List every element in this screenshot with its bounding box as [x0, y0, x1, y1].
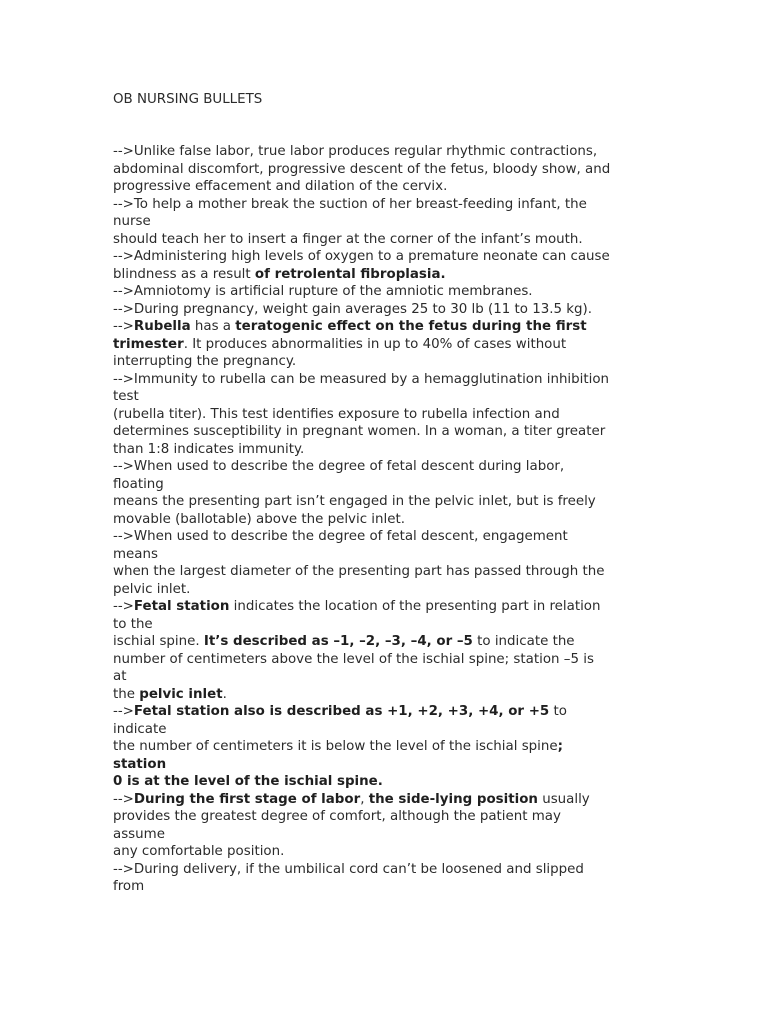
text-run: usually [537, 791, 590, 807]
document-title: OB NURSING BULLETS [113, 92, 263, 107]
text-line [113, 231, 658, 249]
text-line [113, 756, 658, 774]
text-run: indicate [113, 721, 167, 737]
text-run: --> [113, 599, 134, 614]
text-run: blindness as a result [113, 266, 255, 282]
text-run: ischial spine. [113, 634, 204, 649]
text-run: -->To help a mother break the suction of her breast-feeding infant, the [113, 196, 587, 212]
text-run: any comfortable position. [113, 844, 285, 859]
text-line [113, 336, 658, 354]
text-line [113, 581, 658, 599]
text-line [113, 143, 658, 161]
text-run: means the presenting part isn’t engaged in the pelvic inlet, but is freely [113, 494, 596, 509]
text-run: -->Administering high levels of oxygen to a premature neonate can cause [113, 249, 610, 264]
text-run: has a [190, 319, 236, 334]
bold-text-run: ; [557, 739, 563, 754]
text-line [113, 371, 658, 389]
text-run: -->Amniotomy is artificial rupture of the amniotic membranes. [113, 284, 533, 299]
text-line [113, 248, 658, 266]
bold-text-run: the side-lying position [368, 791, 538, 807]
text-line [113, 668, 658, 686]
text-run: the number of centimeters it is below the level of the ischial spine [113, 739, 558, 754]
text-line [113, 528, 658, 546]
text-line [113, 266, 658, 284]
text-run: . It produces abnormalities in up to 40% of cases without [183, 336, 567, 352]
text-line [113, 318, 658, 336]
text-line [113, 738, 658, 756]
text-line [113, 686, 658, 704]
text-line [113, 301, 658, 319]
text-line [113, 213, 658, 231]
text-line [113, 721, 658, 739]
text-run: should teach her to insert a finger at the corner of the infant’s mouth. [113, 231, 583, 247]
text-line [113, 861, 658, 879]
text-run: abdominal discomfort, progressive descent of the fetus, bloody show, and [113, 161, 611, 177]
text-line [113, 878, 658, 896]
text-run: determines susceptibility in pregnant women. In a woman, a titer greater [113, 424, 606, 439]
text-run: movable (ballotable) above the pelvic inlet. [113, 511, 405, 527]
text-line [113, 563, 658, 581]
text-line [113, 423, 658, 441]
text-run: test [113, 389, 139, 404]
text-line [113, 651, 658, 669]
text-run: number of centimeters above the level of the ischial spine; station –5 is [113, 651, 594, 667]
text-run: assume [113, 826, 165, 842]
text-line [113, 493, 658, 511]
text-run: --> [113, 704, 134, 719]
text-run: from [113, 879, 145, 894]
document-body [113, 143, 658, 896]
text-line [113, 388, 658, 406]
text-line [113, 546, 658, 564]
text-run: -->Immunity to rubella can be measured by a hemagglutination inhibition [113, 371, 610, 387]
text-run: , [360, 791, 369, 807]
text-line [113, 178, 658, 196]
bold-text-run: trimester [113, 336, 184, 352]
text-line [113, 353, 658, 371]
bold-text-run: of retrolental fibroplasia. [254, 266, 446, 282]
text-line [113, 808, 658, 826]
text-line [113, 161, 658, 179]
text-run: --> [113, 791, 134, 807]
text-line [113, 826, 658, 844]
text-run: -->During delivery, if the umbilical cord can’t be loosened and slipped [113, 861, 584, 877]
text-line [113, 843, 658, 861]
text-run: to indicate the [472, 634, 575, 649]
text-run: --> [113, 319, 134, 334]
text-line [113, 458, 658, 476]
bold-text-run: teratogenic effect on the fetus during the first [235, 319, 587, 334]
text-line [113, 441, 658, 459]
text-run: -->When used to describe the degree of fetal descent during labor, [113, 459, 565, 474]
text-run: (rubella titer). This test identifies exposure to rubella infection and [113, 406, 560, 422]
bold-text-run: It’s described as –1, –2, –3, –4, or –5 [203, 634, 473, 649]
text-line [113, 406, 658, 424]
text-run: -->Unlike false labor, true labor produces regular rhythmic contractions, [113, 144, 598, 159]
bold-text-run: 0 is at the level of the ischial spine. [113, 774, 383, 789]
text-run: -->During pregnancy, weight gain averages 25 to 30 lb (11 to 13.5 kg). [113, 301, 592, 317]
text-run: interrupting the pregnancy. [113, 354, 297, 369]
text-run: indicates the location of the presenting part in relation [229, 599, 601, 614]
bold-text-run: During the first stage of labor [133, 791, 361, 807]
text-run: pelvic inlet. [113, 581, 191, 597]
text-run: at [113, 669, 127, 684]
text-run: the [113, 686, 140, 702]
bold-text-run: station [113, 756, 167, 772]
text-run: floating [113, 476, 164, 492]
bold-text-run: Rubella [133, 319, 191, 334]
text-run: . [222, 686, 227, 702]
text-line [113, 196, 658, 214]
text-run: provides the greatest degree of comfort, although the patient may [113, 809, 561, 824]
text-run: -->When used to describe the degree of fetal descent, engagement [113, 529, 568, 544]
text-run: means [113, 546, 158, 562]
text-line [113, 511, 658, 529]
text-run: progressive effacement and dilation of the cervix. [113, 179, 448, 194]
bold-text-run: pelvic inlet [139, 686, 223, 702]
text-run: nurse [113, 214, 151, 229]
text-line [113, 633, 658, 651]
text-line [113, 703, 658, 721]
bold-text-run: Fetal station [133, 599, 230, 614]
text-run: than 1:8 indicates immunity. [113, 441, 305, 457]
text-line [113, 616, 658, 634]
text-run: when the largest diameter of the presenting part has passed through the [113, 564, 605, 579]
text-line [113, 773, 658, 791]
text-run: to [549, 704, 567, 719]
bold-text-run: Fetal station also is described as +1, +2, +3, +4, or +5 [133, 704, 550, 719]
text-line [113, 791, 658, 809]
text-run: to the [113, 616, 153, 632]
text-line [113, 283, 658, 301]
text-line [113, 476, 658, 494]
text-line [113, 598, 658, 616]
